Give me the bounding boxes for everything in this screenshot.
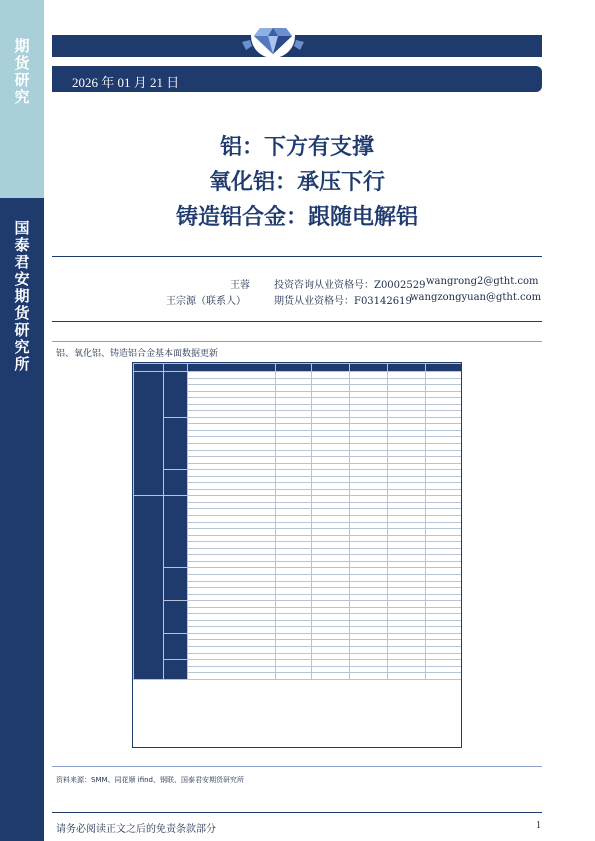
table-header-cell bbox=[188, 364, 276, 372]
table-subcategory-cell bbox=[164, 568, 188, 601]
author-qualification: 投资咨询从业资格号：Z0002529 bbox=[274, 280, 426, 291]
divider-top bbox=[52, 256, 542, 257]
page-number: 1 bbox=[536, 820, 541, 831]
table-category-cell bbox=[134, 372, 164, 496]
table-subcategory-cell bbox=[164, 660, 188, 680]
report-date: 2026 年 01 月 21 日 bbox=[72, 75, 180, 90]
author-email[interactable]: wangzongyuan@gtht.com bbox=[410, 292, 542, 303]
author-name: 王蓉 bbox=[230, 280, 250, 291]
table-header-cell bbox=[426, 364, 463, 372]
table-indicator-cell bbox=[188, 673, 276, 680]
fundamental-data-table bbox=[132, 362, 462, 748]
table-header-cell bbox=[350, 364, 388, 372]
data-table bbox=[133, 363, 462, 680]
table-category-cell bbox=[134, 496, 164, 679]
title-aluminium: 铝：下方有支撑 bbox=[219, 135, 374, 160]
sidebar bbox=[0, 0, 44, 841]
table-header-cell bbox=[164, 364, 188, 372]
divider-middle bbox=[52, 321, 542, 322]
table-header-cell bbox=[276, 364, 312, 372]
table-subcategory-cell bbox=[164, 496, 188, 568]
author-name: 王宗源（联系人） bbox=[166, 296, 246, 307]
table-value-cell bbox=[312, 673, 350, 680]
table-header-cell bbox=[134, 364, 164, 372]
author-email[interactable]: wangrong2@gtht.com bbox=[426, 276, 539, 287]
section-caption: 铝、氧化铝、铸造铝合金基本面数据更新 bbox=[56, 349, 219, 359]
table-header-cell bbox=[312, 364, 350, 372]
table-value-cell bbox=[350, 673, 388, 680]
table-header-cell bbox=[388, 364, 426, 372]
table-header-row bbox=[134, 364, 463, 372]
table-subcategory-cell bbox=[164, 633, 188, 659]
divider-caption bbox=[52, 341, 542, 342]
table-subcategory-cell bbox=[164, 470, 188, 496]
divider-footer bbox=[52, 812, 542, 813]
table-subcategory-cell bbox=[164, 601, 188, 634]
divider-source bbox=[52, 766, 542, 767]
title-alumina: 氧化铝：承压下行 bbox=[208, 170, 385, 195]
table-value-cell bbox=[276, 673, 312, 680]
sidebar-top-label: 期 货 研 究 bbox=[14, 37, 30, 106]
title-cast-alloy: 铸造铝合金：跟随电解铝 bbox=[175, 205, 418, 230]
table-value-cell bbox=[388, 673, 426, 680]
table-subcategory-cell bbox=[164, 372, 188, 418]
footer-disclaimer: 请务必阅读正文之后的免责条款部分 bbox=[56, 824, 216, 835]
data-source-note: 资料来源：SMM、同花顺 ifind、钢联、国泰君安期货研究所 bbox=[56, 776, 244, 784]
diamond-logo-icon bbox=[238, 10, 308, 60]
table-subcategory-cell bbox=[164, 417, 188, 469]
table-value-cell bbox=[426, 673, 463, 680]
sidebar-bottom-label: 国 泰 君 安 期 货 研 究 所 bbox=[14, 219, 30, 373]
author-qualification: 期货从业资格号：F03142619 bbox=[274, 296, 412, 307]
